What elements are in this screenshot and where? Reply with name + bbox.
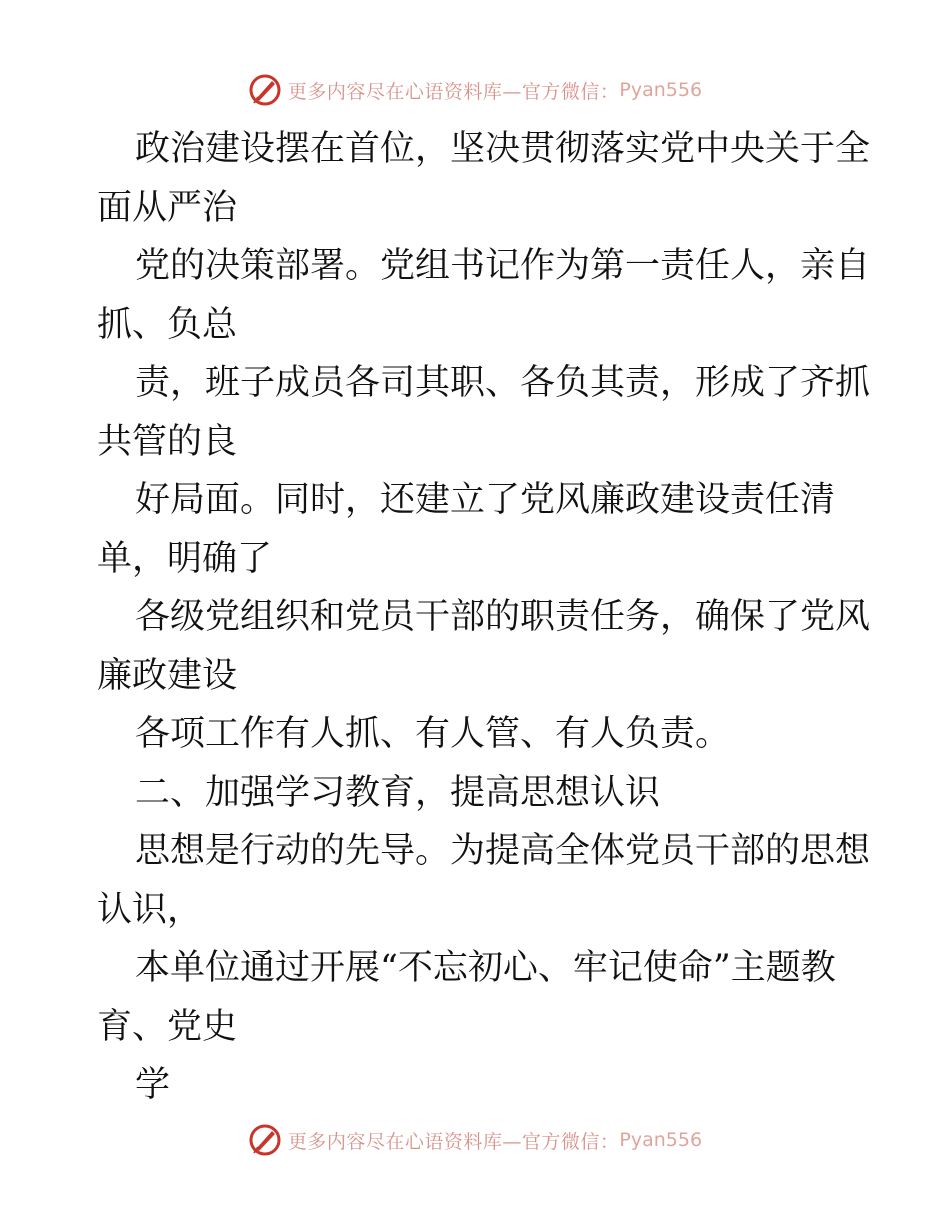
footer-watermark [0, 1120, 950, 1160]
document-body [97, 120, 871, 1115]
text-line: 各级党组织和党员干部的职责任务，确保了党风 [135, 597, 871, 637]
watermark-wechat-id: Pyan556 [619, 1129, 703, 1151]
text-line: 廉政建设 [97, 655, 238, 696]
text-line: 二、加强学习教育，提高思想认识 [135, 772, 661, 813]
text-line: 好局面。同时，还建立了党风廉政建设责任清 [135, 480, 836, 520]
quill-logo-icon [248, 73, 282, 107]
text-line: 责，班子成员各司其职、各负其责，形成了齐抓 [135, 363, 871, 403]
text-line: 本单位通过开展“不忘初心、牢记使命”主题教 [135, 948, 836, 988]
text-line: 政治建设摆在首位，坚决贯彻落实党中央关于全 [135, 129, 871, 169]
text-line: 各项工作有人抓、有人管、有人负责。 [135, 714, 731, 754]
text-line: 思想是行动的先导。为提高全体党员干部的思想 [135, 831, 871, 871]
watermark-text: 更多内容尽在心语资料库—官方微信： [287, 80, 620, 103]
text-line: 共管的良 [97, 421, 238, 462]
text-line: 党的决策部署。党组书记作为第一责任人，亲自 [135, 246, 871, 286]
text-line: 面从严治 [97, 187, 238, 228]
watermark-text: 更多内容尽在心语资料库—官方微信： [287, 1130, 620, 1153]
text-line: 抓、负总 [97, 304, 238, 345]
text-line: 育、党史 [97, 1006, 238, 1047]
header-watermark [0, 70, 950, 110]
text-line: 单，明确了 [97, 538, 273, 579]
watermark-wechat-id: Pyan556 [619, 79, 703, 101]
quill-logo-icon [248, 1123, 282, 1157]
text-line: 学 [135, 1065, 171, 1105]
text-line: 认识， [97, 889, 203, 930]
